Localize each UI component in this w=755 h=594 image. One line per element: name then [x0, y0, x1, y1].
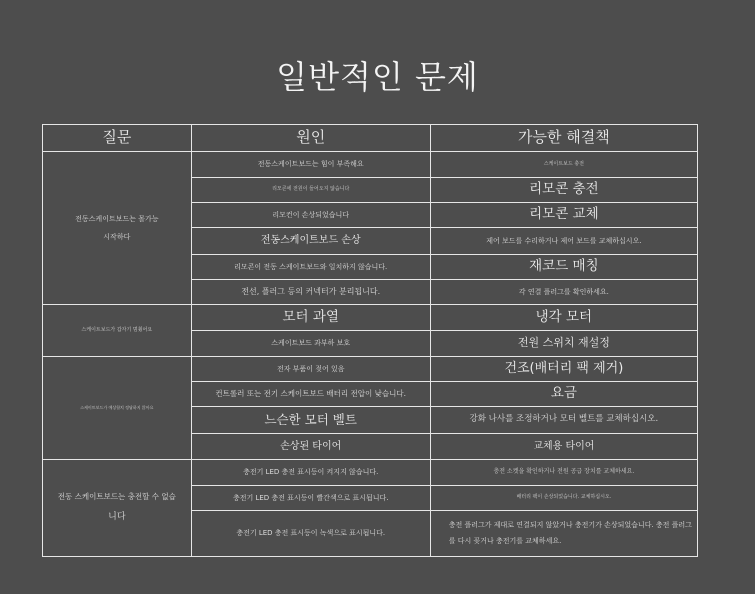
cause-cell: 충전기 LED 충전 표시등이 녹색으로 표시됩니다.: [191, 511, 430, 557]
table-header-row: [43, 125, 698, 152]
solution-cell: 충전 소켓을 확인하거나 전원 공급 장치를 교체하세요.: [430, 460, 697, 486]
cause-cell: 느슨한 모터 벨트: [191, 407, 430, 434]
solution-cell: 스케이트보드 충전: [430, 152, 697, 178]
header-cause: 원인: [191, 125, 430, 152]
cause-cell: 전동스케이트보드는 힘이 부족해요: [191, 152, 430, 178]
cause-cell: 전선, 플러그 등의 커넥터가 분리됩니다.: [191, 280, 430, 305]
table-row: [43, 357, 698, 382]
solution-cell: 건조(배터리 팩 제거): [430, 357, 697, 382]
cause-cell: 리모컨이 손상되었습니다: [191, 203, 430, 228]
cause-cell: 스케이트보드 과부하 보호: [191, 331, 430, 357]
cause-cell: 리모콘에 전원이 들어오지 않습니다: [191, 178, 430, 203]
cause-cell: 충전기 LED 충전 표시등이 빨간색으로 표시됩니다.: [191, 486, 430, 511]
solution-cell: 전원 스위치 재설정: [430, 331, 697, 357]
cause-cell: 전자 부품이 젖어 있음: [191, 357, 430, 382]
solution-cell: 냉각 모터: [430, 305, 697, 331]
solution-cell: 배터리 팩이 손상되었습니다. 교체하십시오.: [430, 486, 697, 511]
solution-cell: 리모콘 충전: [430, 178, 697, 203]
question-cell: 스케이트보드가 갑자기 멈췄어요: [43, 305, 192, 357]
table-row: [43, 460, 698, 486]
solution-cell: 요금: [430, 382, 697, 407]
question-cell: 스케이트보드가 예상합치 정답하지 않아요: [43, 357, 192, 460]
cause-cell: 전동스케이트보드 손상: [191, 228, 430, 255]
solution-cell: 제어 보드를 수리하거나 제어 보드를 교체하십시오.: [430, 228, 697, 255]
solution-cell: 재코드 매칭: [430, 255, 697, 280]
cause-cell: 리모콘이 전동 스케이트보드와 일치하지 않습니다.: [191, 255, 430, 280]
question-cell: 전동스케이트보드는 몰가능 시작하다: [43, 152, 192, 305]
table-row: [43, 305, 698, 331]
solution-cell: 강화 나사를 조정하거나 모터 벨트를 교체하십시오.: [430, 407, 697, 434]
solution-cell: 교체용 타이어: [430, 434, 697, 460]
question-cell: 전동 스케이트보드는 충전할 수 없습 니다: [43, 460, 192, 557]
cause-cell: 컨트롤러 또는 전기 스케이트보드 배터리 전압이 낮습니다.: [191, 382, 430, 407]
table-row: [43, 152, 698, 178]
solution-cell: 각 연결 플러그를 확인하세요.: [430, 280, 697, 305]
page-title: 일반적인 문제: [276, 58, 479, 96]
cause-cell: 충전기 LED 충전 표시등이 켜지지 않습니다.: [191, 460, 430, 486]
cause-cell: 손상된 타이어: [191, 434, 430, 460]
solution-cell: 리모콘 교체: [430, 203, 697, 228]
header-question: 질문: [43, 125, 192, 152]
solution-cell: 충전 플러그가 제대로 연결되지 않았거나 충전기가 손상되었습니다. 충전 플러그를 다시 꽂거나 충전기를 교체하세요.: [430, 511, 697, 557]
header-solution: 가능한 해결책: [430, 125, 697, 152]
cause-cell: 모터 과열: [191, 305, 430, 331]
troubleshooting-table: [42, 124, 698, 557]
